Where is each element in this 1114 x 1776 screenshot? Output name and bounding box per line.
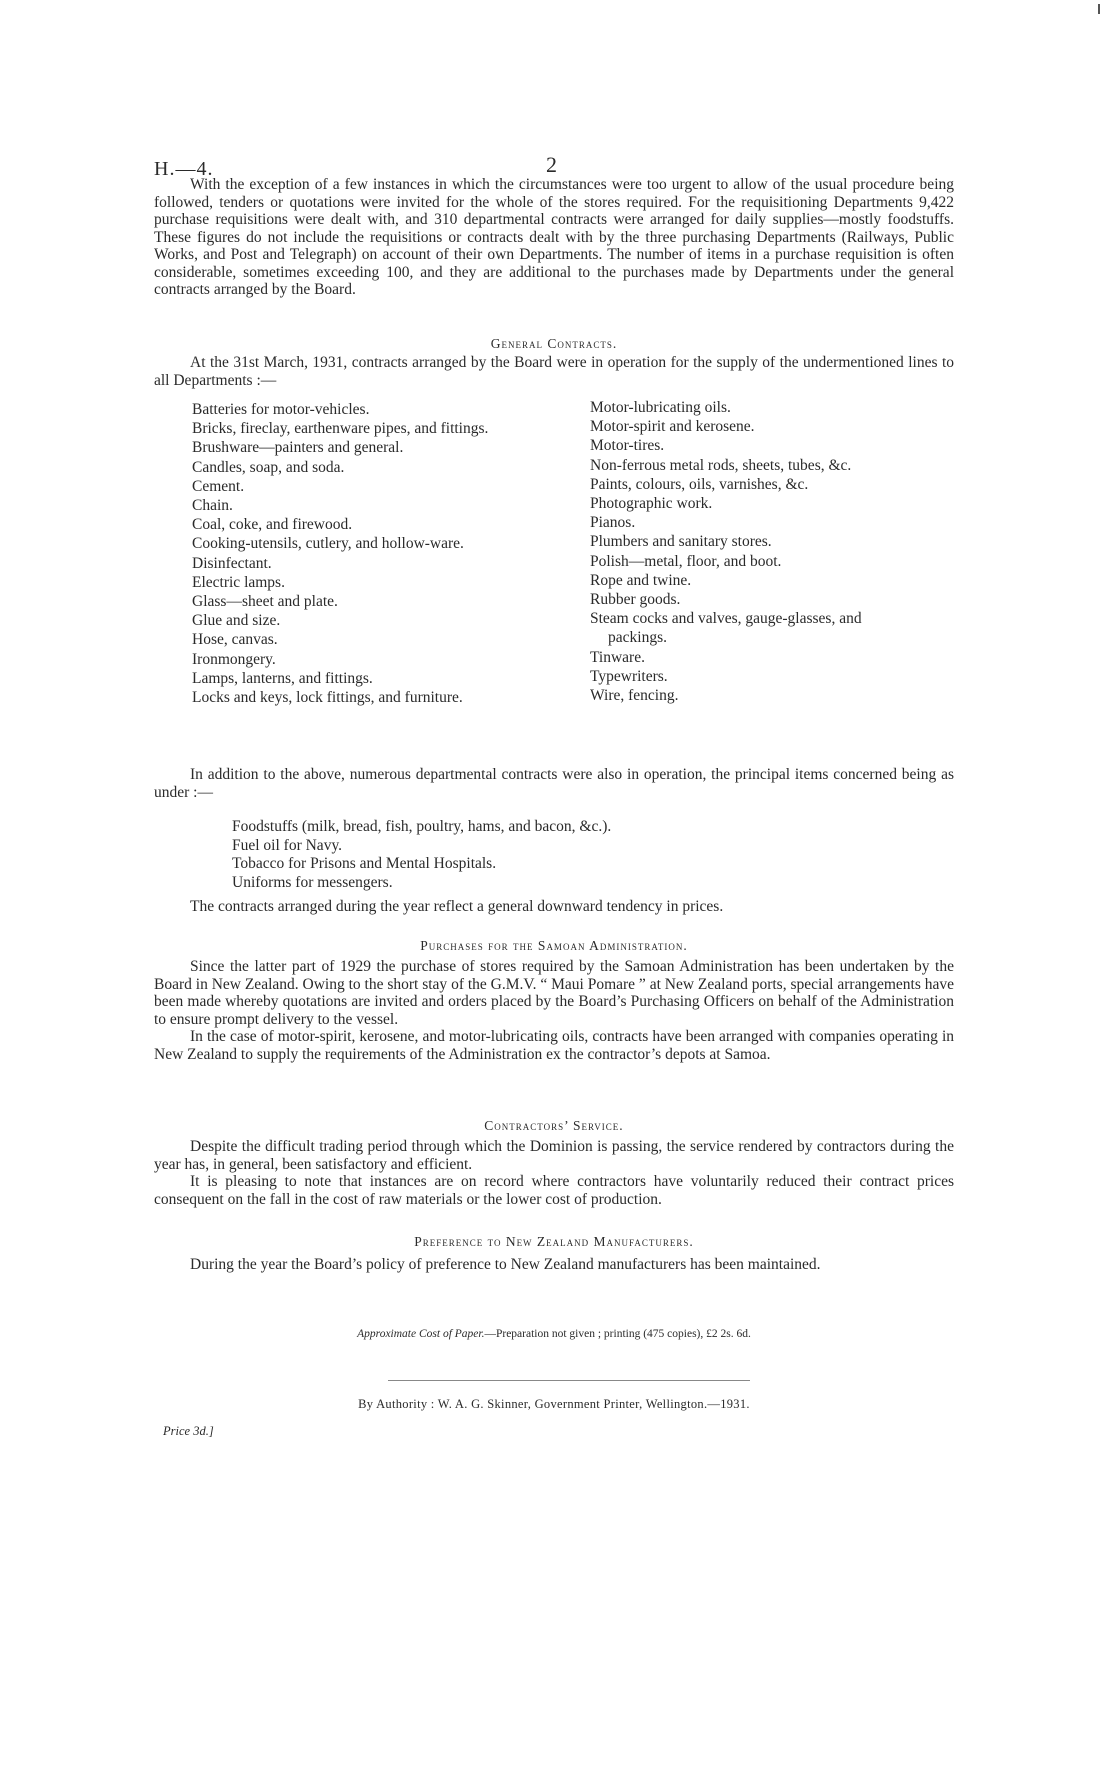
list-item: Rubber goods. [590,591,681,609]
list-item: Electric lamps. [192,573,285,591]
contractors-paragraph-2: It is pleasing to note that instances are on record where contractors have voluntarily reduced their contract prices consequent on the fall in the cost of raw materials or the lower cost of production. [154,1173,954,1208]
price-note: Price 3d.] [163,1424,214,1438]
samoan-paragraph-1: Since the latter part of 1929 the purchase of stores required by the Samoan Administration has been undertaken by the Board in New Zealand. Owing to the short stay of the G.M.V. “ Maui Pomare ” at New Zealand ports, special arrangements have been made whereby quotations are invited and orders placed by the Board’s Purchasing Officers on behalf of the Administration to ensure prompt delivery to the vessel. [154,958,954,1028]
list-item: Lamps, lanterns, and fittings. [192,669,373,687]
preference-heading: Preference to New Zealand Manufacturers. [414,1234,694,1249]
list-item: Candles, soap, and soda. [192,458,345,476]
list-item: Coal, coke, and firewood. [192,516,353,534]
list-item: Rope and twine. [590,571,692,589]
list-item: Bricks, fireclay, earthenware pipes, and fittings. [192,420,489,438]
samoan-paragraph-2: In the case of motor-spirit, kerosene, and motor-lubricating oils, contracts have been arranged with companies operating in New Zealand to supply the requirements of the Administration ex the contractor’s depots at Samoa. [154,1028,954,1063]
list-item: Paints, colours, oils, varnishes, &c. [590,475,809,493]
list-item: Plumbers and sanitary stores. [590,533,772,551]
list-item: Polish—metal, floor, and boot. [590,552,782,570]
list-item: Tinware. [590,648,645,666]
general-contracts-intro: At the 31st March, 1931, contracts arranged by the Board were in operation for the supply of the undermentioned lines to all Departments :— [154,354,954,389]
list-item: Steam cocks and valves, gauge-glasses, and [590,610,862,628]
departmental-items-list [232,818,611,892]
list-item: Disinfectant. [192,554,272,572]
list-item: Non-ferrous metal rods, sheets, tubes, &c. [590,456,852,474]
list-item: Brushware—painters and general. [192,439,404,457]
list-item: Chain. [192,497,233,515]
document-reference: H.—4. [154,158,214,180]
list-item: Glue and size. [192,612,281,630]
printer-authority: By Authority : W. A. G. Skinner, Government Printer, Wellington.—1931. [358,1397,750,1411]
departmental-intro-section [154,766,954,801]
list-item: Uniforms for messengers. [232,873,393,891]
contractors-paragraph-1: Despite the difficult trading period through which the Dominion is passing, the service rendered by contractors during the year has, in general, been satisfactory and efficient. [154,1138,954,1173]
list-item: Glass—sheet and plate. [192,593,338,611]
list-item: Motor-spirit and kerosene. [590,418,755,436]
list-item: Typewriters. [590,667,668,685]
samoan-heading: Purchases for the Samoan Administration. [420,938,688,953]
list-item: Motor-tires. [590,437,665,455]
contracts-list-left [192,400,572,707]
list-item: Pianos. [590,514,636,532]
list-item: Wire, fencing. [590,687,679,705]
departmental-intro: In addition to the above, numerous departmental contracts were also in operation, the principal items concerned being as under :— [154,766,954,801]
page-number: 2 [546,152,557,177]
list-item: Photographic work. [590,495,713,513]
list-item: Cement. [192,477,245,495]
preference-paragraph: During the year the Board’s policy of preference to New Zealand manufacturers has been maintained. [190,1256,821,1273]
contracts-closing: The contracts arranged during the year reflect a general downward tendency in prices. [190,898,724,915]
cost-label: Approximate Cost of Paper. [357,1328,485,1340]
samoan-section [154,958,954,1063]
general-contracts-heading: General Contracts. [490,336,618,351]
intro-paragraph: With the exception of a few instances in which the circumstances were too urgent to allow of the usual procedure being followed, tenders or quotations were invited for the whole of the stores required. For the requisitioning Departments 9,422 purchase requisitions were dealt with, and 310 departmental contracts were arranged for daily supplies—mostly foodstuffs. These figures do not include the requisitions or contracts dealt with by the three purchasing Departments (Railways, Public Works, and Post and Telegraph) on account of their own Departments. The number of items in a purchase requisition is often considerable, sometimes exceeding 100, and they are additional to the purchases made by Departments under the general contracts arranged by the Board. [154,176,954,298]
contracts-list-right [590,398,960,705]
list-item: Tobacco for Prisons and Mental Hospitals. [232,855,497,872]
cost-of-paper-note [154,1328,954,1340]
preference-section [154,1256,954,1274]
list-item: Cooking-utensils, cutlery, and hollow-ware. [192,535,464,553]
general-contracts-intro-section [154,354,954,389]
list-item: Ironmongery. [192,650,276,668]
list-item: Fuel oil for Navy. [232,836,343,854]
list-item: Locks and keys, lock fittings, and furniture. [192,689,463,707]
contracts-closing-section [154,898,954,916]
scan-mark [1098,4,1100,14]
list-item: Batteries for motor-vehicles. [192,401,370,418]
list-item-continuation: packings. [608,629,667,647]
contractors-section [154,1138,954,1208]
list-item: Foodstuffs (milk, bread, fish, poultry, hams, and bacon, &c.). [232,818,612,835]
list-item: Hose, canvas. [192,631,278,649]
footer-rule [388,1380,750,1381]
list-item: Motor-lubricating oils. [590,399,731,416]
cost-text: —Preparation not given ; printing (475 copies), £2 2s. 6d. [484,1328,751,1340]
intro-section [154,176,954,299]
contractors-heading: Contractors’ Service. [484,1118,624,1133]
